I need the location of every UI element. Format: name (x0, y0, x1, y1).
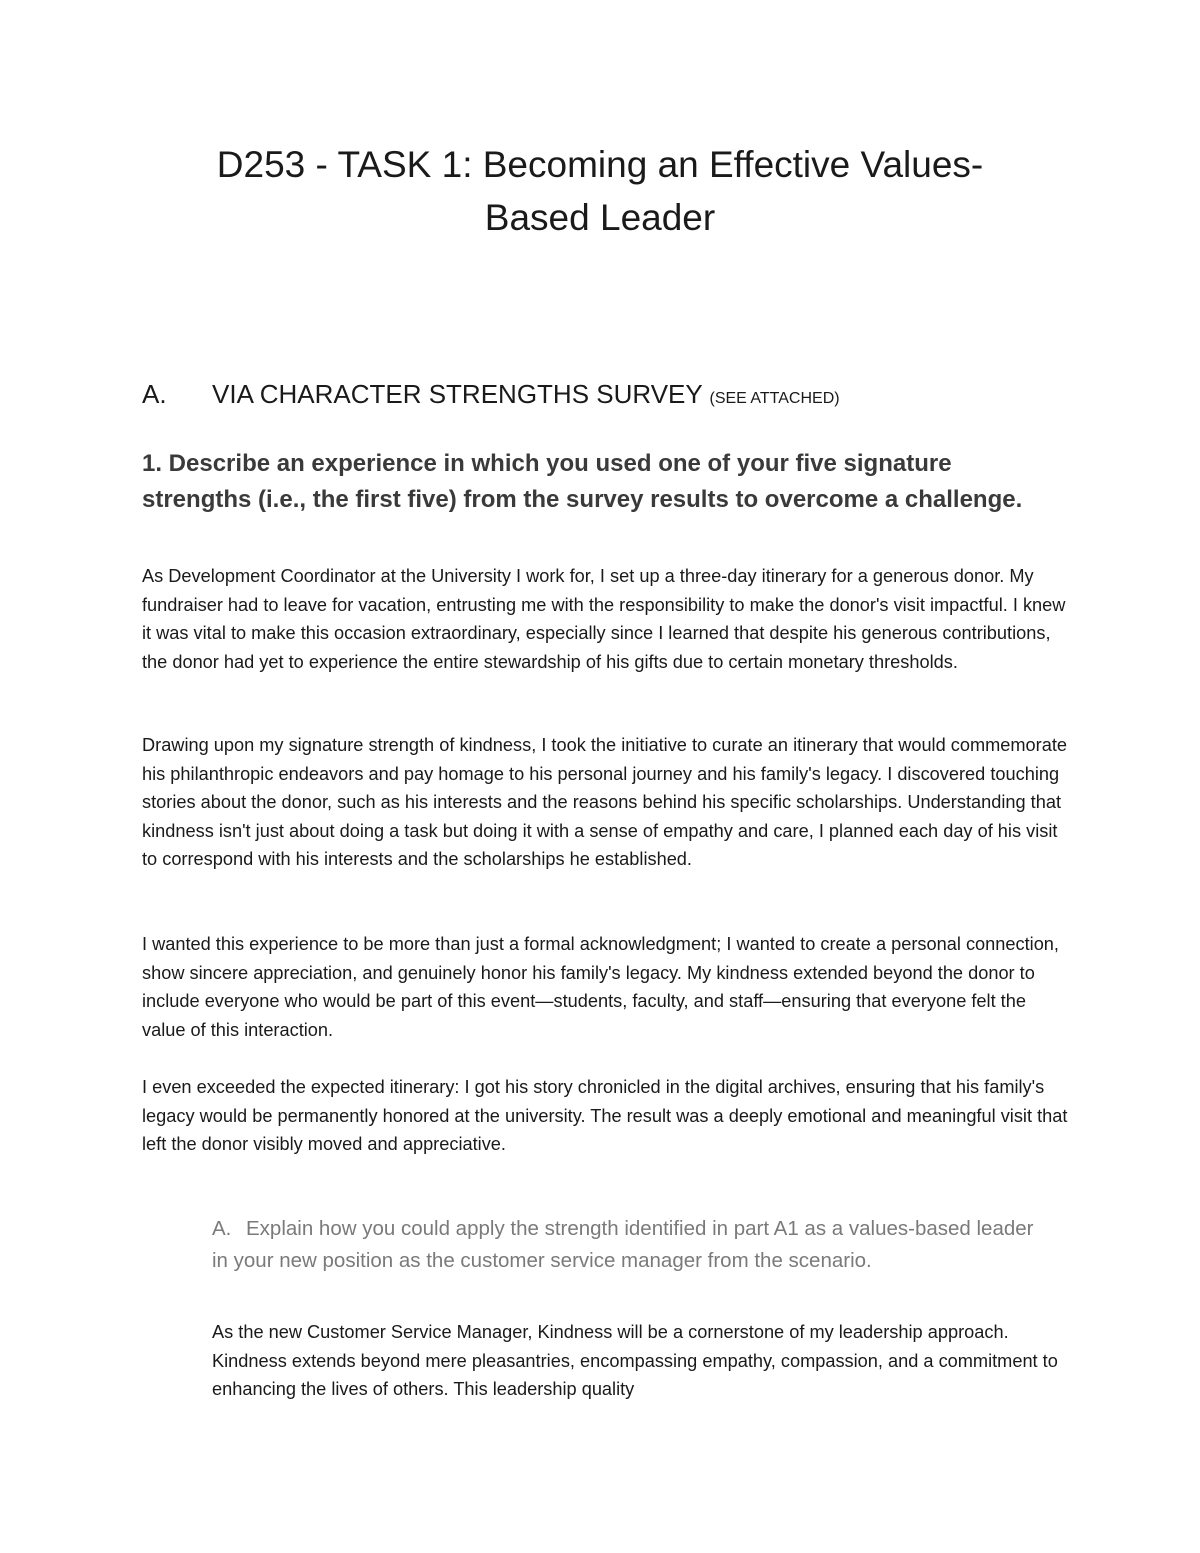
section-note: (SEE ATTACHED) (709, 390, 840, 407)
section-heading (142, 374, 1102, 419)
sub-question-letter: A. (212, 1217, 232, 1240)
answer-paragraph-4: I even exceeded the expected itinerary: I got his story chronicled in the digital archives, ensuring that his family's legacy would be permanently honored at the university. The result was a deeply emotional and meaningful visit that left the donor visibly moved and appreciative. (142, 1077, 1068, 1155)
document-title-line-1: D253 - TASK 1: Becoming an Effective Values- (216, 144, 984, 185)
section-heading-text: VIA CHARACTER STRENGTHS SURVEY (212, 379, 703, 409)
sub-answer-paragraph: As the new Customer Service Manager, Kindness will be a cornerstone of my leadership approach. Kindness extends beyond mere pleasantries, encompassing empathy, compassion, and a commitment to enhancing the lives of others. This leadership quality (212, 1322, 1058, 1400)
answer-paragraph-1: As Development Coordinator at the University I work for, I set up a three-day itinerary for a generous donor. My fundraiser had to leave for vacation, entrusting me with the responsibility to make the donor's visit impactful. I knew it was vital to make this occasion extraordinary, especially since I learned that despite his generous contributions, the donor had yet to experience the entire stewardship of his gifts due to certain monetary thresholds. (142, 566, 1066, 672)
sub-question-text: Explain how you could apply the strength identified in part A1 as a values-based leader in your new position as the customer service manager from the scenario. (212, 1217, 1034, 1272)
answer-paragraph-2: Drawing upon my signature strength of kindness, I took the initiative to curate an itinerary that would commemorate his philanthropic endeavors and pay homage to his personal journey and his family's legacy. I discovered touching stories about the donor, such as his interests and the reasons behind his specific scholarships. Understanding that kindness isn't just about doing a task but doing it with a sense of empathy and care, I planned each day of his visit to correspond with his interests and the scholarships he established. (142, 735, 1067, 870)
document-title-line-2: Based Leader (484, 197, 716, 238)
question-1: 1. Describe an experience in which you used one of your five signature strengths (i.e., the first five) from the survey results to overcome a challenge. (142, 450, 1023, 513)
answer-paragraph-3: I wanted this experience to be more than just a formal acknowledgment; I wanted to create a personal connection, show sincere appreciation, and genuinely honor his family's legacy. My kindness extended beyond the donor to include everyone who would be part of this event—students, faculty, and staff—ensuring that everyone felt the value of this interaction. (142, 934, 1059, 1040)
sub-question (212, 1213, 1042, 1276)
section-letter: A. (142, 379, 167, 409)
